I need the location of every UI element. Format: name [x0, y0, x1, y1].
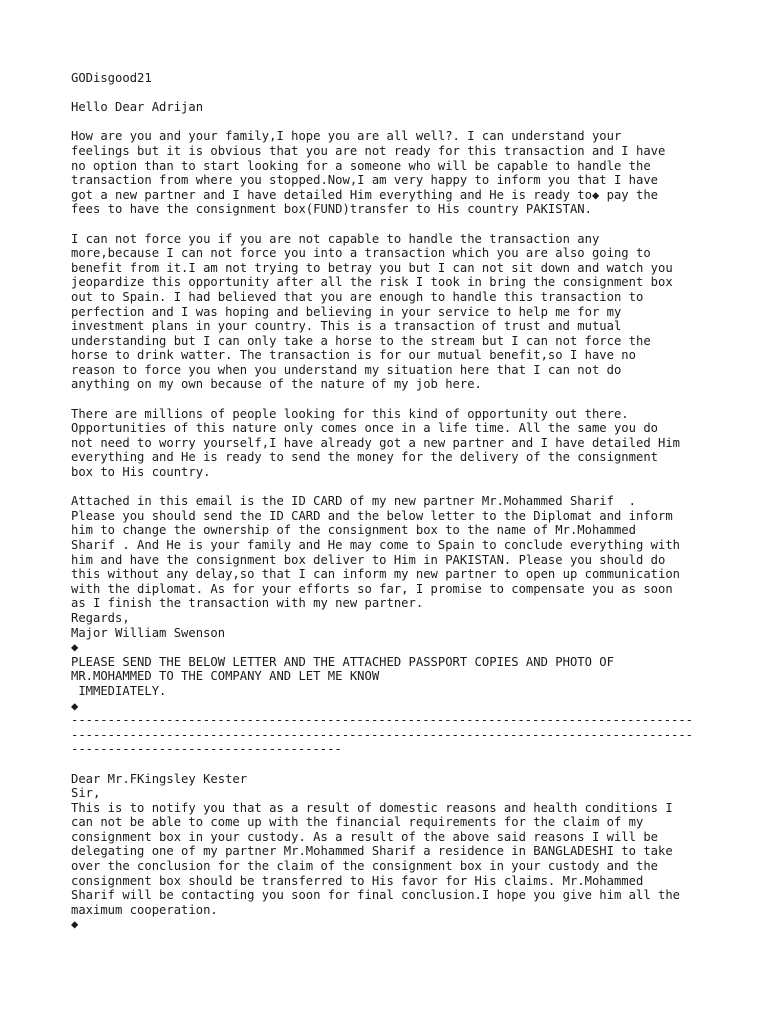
text-line: with the diplomat. As for your efforts so far, I promise to compensate you as soon: [71, 581, 673, 596]
text-line: box to His country.: [71, 465, 211, 480]
text-line: I can not force you if you are not capable to handle the transaction any: [71, 231, 600, 246]
text-line: as I finish the transaction with my new partner.: [71, 596, 424, 611]
text-line: anything on my own because of the nature of my job here.: [71, 377, 482, 392]
text-line: This is to notify you that as a result of domestic reasons and health conditions I: [71, 800, 673, 815]
spacer: [71, 115, 711, 130]
text-line: Please you should send the ID CARD and the below letter to the Diplomat and inform: [71, 508, 673, 523]
text-line: Sharif . And He is your family and He may come to Spain to conclude everything with: [71, 538, 681, 552]
dash-line: -------------------------------------: [71, 742, 342, 757]
notice-block: [71, 655, 711, 699]
paragraph-2: [71, 232, 711, 393]
diamond-symbol: ◆: [71, 917, 79, 932]
spacer: [71, 86, 711, 101]
text-line: reason to force you when you understand my situation here that I can not do: [71, 362, 622, 377]
text-line: horse to drink watter. The transaction is for our mutual benefit,so I have no: [71, 348, 636, 363]
text-line: consignment box in your custody. As a result of the above said reasons I will be: [71, 829, 658, 844]
text-line: him to change the ownership of the consignment box to the name of Mr.Mohammed: [71, 523, 636, 538]
diamond-symbol: ◆: [71, 698, 79, 713]
spacer: [71, 480, 711, 495]
text-line: can not be able to come up with the financial requirements for the claim of my: [71, 815, 644, 830]
text-line: Opportunities of this nature only comes once in a life time. All the same you do: [71, 421, 658, 436]
text-line: over the conclusion for the claim of the consignment box in your custody and the: [71, 859, 658, 874]
text-line: feelings but it is obvious that you are not ready for this transaction and I have: [71, 143, 666, 158]
text-line: Sharif will be contacting you soon for final conclusion.I hope you give him all the: [71, 888, 681, 903]
email-document: [71, 71, 711, 932]
text-line: How are you and your family,I hope you are all well?. I can understand your: [71, 129, 622, 144]
paragraph-4: [71, 494, 711, 611]
regards: Regards,: [71, 610, 130, 625]
signature-name: Major William Swenson: [71, 625, 226, 640]
text-line: not need to worry yourself,I have already got a new partner and I have detailed Him: [71, 435, 681, 450]
diamond-symbol: ◆: [71, 640, 79, 655]
text-line: transaction from where you stopped.Now,I am very happy to inform you that I have: [71, 173, 658, 188]
header-code: GODisgood21: [71, 71, 152, 85]
text-line: understanding but I can only take a horse to the stream but I can not force the: [71, 333, 651, 348]
text-line: more,because I can not force you into a transaction which you are also going to: [71, 246, 651, 261]
text-line: Attached in this email is the ID CARD of my new partner Mr.Mohammed Sharif .: [71, 494, 636, 509]
paragraph-3: [71, 407, 711, 480]
text-line: everything and He is ready to send the money for the delivery of the consignment: [71, 450, 658, 465]
letter-sir: Sir,: [71, 786, 101, 801]
text-line: no option than to start looking for a someone who will be capable to handle the: [71, 158, 651, 173]
text-line: benefit from it.I am not trying to betray you but I can not sit down and watch you: [71, 260, 673, 275]
text-line: this without any delay,so that I can inform my new partner to open up communication: [71, 567, 681, 582]
text-line: delegating one of my partner Mr.Mohammed Sharif a residence in BANGLADESHI to take: [71, 844, 673, 859]
text-line: consignment box should be transferred to His favor for His claims. Mr.Mohammed: [71, 873, 644, 888]
letter-block: [71, 772, 711, 933]
spacer: [71, 217, 711, 232]
text-line: There are millions of people looking for this kind of opportunity out there.: [71, 406, 629, 421]
notice-line: PLEASE SEND THE BELOW LETTER AND THE ATTACHED PASSPORT COPIES AND PHOTO OF: [71, 654, 614, 669]
dash-line: -------------------------------------------------------------------------------------: [71, 727, 693, 742]
notice-line: MR.MOHAMMED TO THE COMPANY AND LET ME KNOW: [71, 669, 380, 684]
text-line: maximum cooperation.: [71, 902, 218, 917]
spacer: [71, 392, 711, 407]
text-line: jeopardize this opportunity after all the risk I took in bring the consignment box: [71, 275, 673, 290]
text-line: out to Spain. I had believed that you are enough to handle this transaction to: [71, 289, 644, 304]
text-line: him and have the consignment box deliver to Him in PAKISTAN. Please you should do: [71, 552, 666, 567]
paragraph-1: [71, 129, 711, 217]
text-line: got a new partner and I have detailed Him everything and He is ready to◆ pay the: [71, 187, 658, 202]
letter-salutation: Dear Mr.FKingsley Kester: [71, 771, 248, 786]
text-line: perfection and I was hoping and believing in your service to help me for my: [71, 304, 622, 319]
dash-line: -------------------------------------------------------------------------------------: [71, 713, 693, 728]
separator: [71, 713, 711, 757]
spacer: [71, 757, 711, 772]
notice-line: IMMEDIATELY.: [71, 683, 167, 698]
greeting: Hello Dear Adrijan: [71, 100, 204, 115]
text-line: fees to have the consignment box(FUND)transfer to His country PAKISTAN.: [71, 202, 592, 217]
text-line: investment plans in your country. This is a transaction of trust and mutual: [71, 319, 622, 334]
